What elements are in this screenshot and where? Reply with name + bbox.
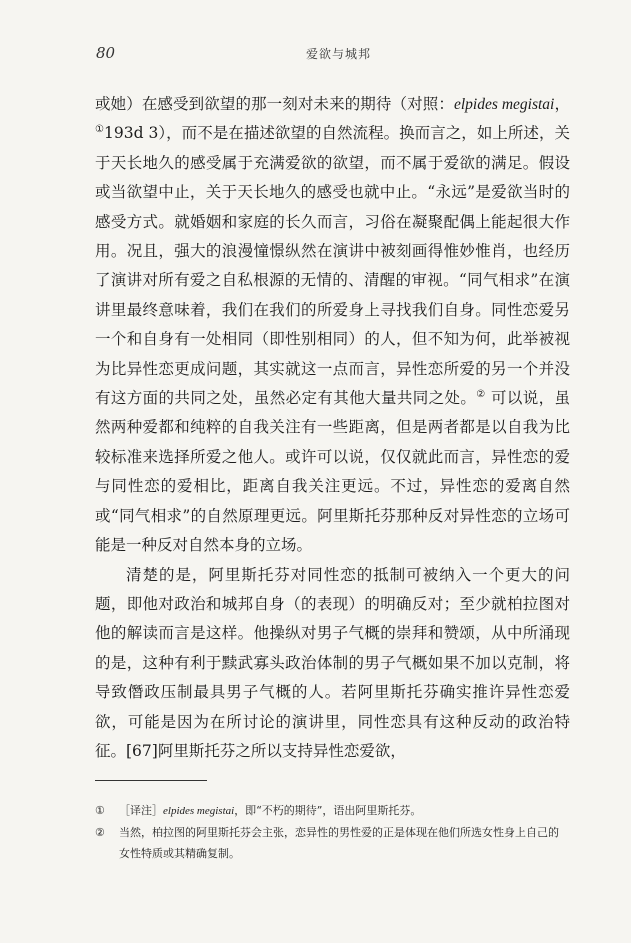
paragraph-1-text-c: 193d 3），而不是在描述欲望的自然流程。换而言之，如上所述，关于天长地久的感受属于充满爱欲的欲望，而不属于爱欲的满足。假设或当欲望中止，关于天长地久的感受也就中止。“永远”是爱欲当时的感受方式。就婚姻和家庭的长久而言，习俗在凝聚配偶上能起很大作用。况且，强大的浪漫憧憬纵然在演讲中被刻画得惟妙惟肖，也经历了演讲对所有爱之自私根源的无情的、清醒的审视。“同气相求”在演讲里最终意味着，我们在我们的所爱身上寻找我们自身。同性恋爱另一个和自身有一处相同（即性别相同）的人，但不知为何，此举被视为比异性恋更成问题，其实就这一点而言，异性恋所爱的另一个并没有这方面的共同之处，虽然必定有其他大量共同之处。 xyxy=(95,124,570,408)
footnote-divider xyxy=(95,780,207,781)
main-text xyxy=(95,90,570,766)
paragraph-1 xyxy=(95,90,570,561)
paragraph-1-text-d: 可以说，虽然两种爱都和纯粹的自我关注有一些距离，但是两者都是以自我为比较标准来选择所爱之他人。或许可以说，仅仅就此而言，异性恋的爱与同性恋的爱相比，距离自我关注更远。不过，异性恋的爱离自然或“同气相求”的自然原理更远。阿里斯托芬那种反对异性恋的立场可能是一种反对自然本身的立场。 xyxy=(95,389,570,555)
paragraph-1-text-b: ， xyxy=(554,95,570,113)
greek-term: elpides megistai xyxy=(453,96,555,113)
footnote-1-pre: ［译注］ xyxy=(119,804,163,817)
paragraph-2: 清楚的是，阿里斯托芬对同性恋的抵制可被纳入一个更大的问题，即他对政治和城邦自身（的表现）的明确反对；至少就柏拉图对他的解读而言是这样。他操纵对男子气概的崇拜和赞颂，从中所涌现的是，这种有利于黩武寡头政治体制的男子气概如果不加以克制，将导致僭政压制最具男子气概的人。若阿里斯托芬确实推许异性恋爱欲，可能是因为在所讨论的演讲里，同性恋具有这种反动的政治特征。[67]阿里斯托芬之所以支持异性恋爱欲， xyxy=(95,565,570,760)
footnote-ref-1[interactable]: ① xyxy=(95,124,104,136)
paragraph-1-text-a: 或她）在感受到欲望的那一刻对未来的期待（对照： xyxy=(95,95,454,113)
footnote-1 xyxy=(95,800,565,822)
running-head: 爱欲与城邦 xyxy=(306,47,372,61)
page-number: 80 xyxy=(96,44,116,62)
page-header xyxy=(96,44,571,62)
footnote-2 xyxy=(95,822,565,864)
footnote-2-text: 当然，柏拉图的阿里斯托芬会主张，恋异性的男性爱的正是体现在他们所选女性身上自己的女性特质或其精确复制。 xyxy=(119,826,559,860)
footnote-1-term: elpides megistai xyxy=(163,805,235,817)
footnote-2-mark: ② xyxy=(95,826,105,839)
footnote-ref-2[interactable]: ② xyxy=(476,388,486,400)
footnote-1-post: ，即“不朽的期待”，语出阿里斯托芬。 xyxy=(234,804,422,817)
footnotes xyxy=(95,800,565,864)
footnote-1-mark: ① xyxy=(95,804,105,817)
